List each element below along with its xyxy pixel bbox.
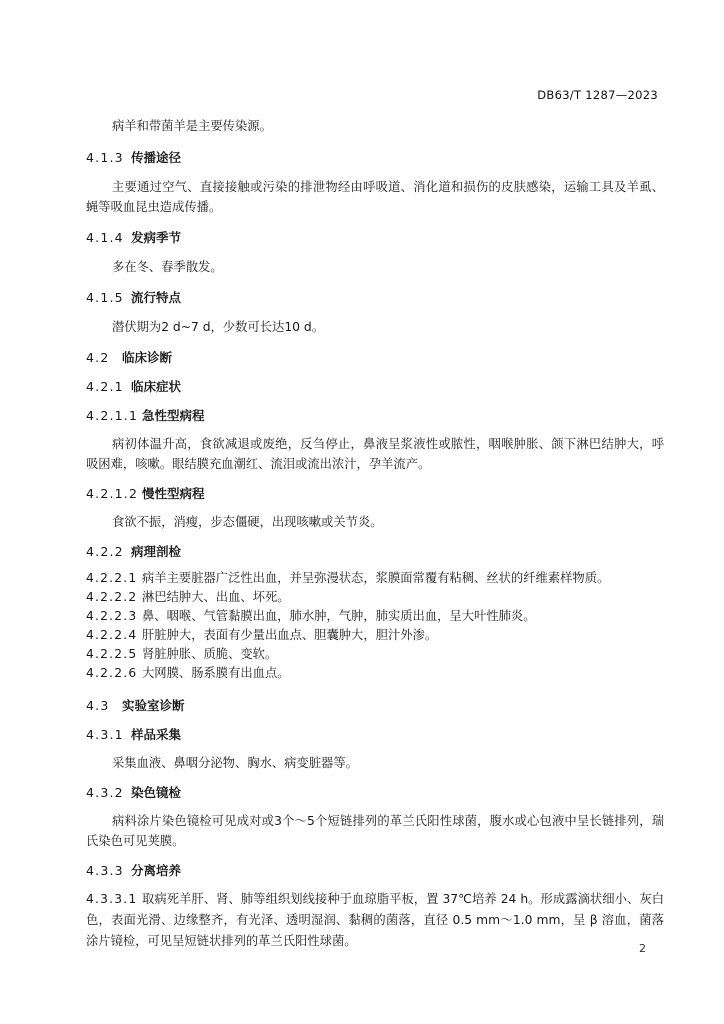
section-title: 急性型病程 xyxy=(142,408,205,423)
item-text: 肝脏肿大，表面有少量出血点、胆囊肿大，胆汁外渗。 xyxy=(142,628,438,642)
item-text: 淋巴结肿大、出血、坏死。 xyxy=(142,590,290,604)
section-number: 4.3.2 xyxy=(86,785,124,800)
heading-4-2-2 xyxy=(86,543,664,561)
item-number: 4.2.2.6 xyxy=(86,666,138,680)
heading-4-1-3 xyxy=(86,149,664,167)
paragraph-transmission: 主要通过空气、直接接触或污染的排泄物经由呼吸道、消化道和损伤的皮肤感染，运输工具及羊虱、蝇等吸血昆虫造成传播。 xyxy=(86,180,664,214)
item-text: 鼻、咽喉、气管黏膜出血，肺水肿，气肿，肺实质出血，呈大叶性肺炎。 xyxy=(142,609,536,623)
list-item xyxy=(86,645,664,664)
section-title: 传播途径 xyxy=(131,150,182,165)
section-number: 4.2.1 xyxy=(86,379,124,394)
heading-4-2-1-2 xyxy=(86,485,664,503)
heading-4-2-1-1 xyxy=(86,407,664,425)
item-text: 取病死羊肝、肾、肺等组织划线接种于血琼脂平板，置 37℃培养 24 h。形成露滴状细小、灰白色，表面光滑、边缘整齐，有光泽、透明湿润、黏稠的菌落，直径 0.5 mm～1.0 mm，呈 β 溶血，菌落涂片镜检，可见呈短链状排列的革兰氏阳性球菌。 xyxy=(86,892,664,948)
section-number: 4.1.5 xyxy=(86,290,124,305)
section-title: 临床症状 xyxy=(131,379,182,394)
section-number: 4.3 xyxy=(86,698,110,713)
item-text: 肾脏肿胀、质脆、变软。 xyxy=(142,647,278,661)
heading-4-3-3 xyxy=(86,862,664,880)
paragraph-acute: 病初体温升高，食欲减退或废绝，反刍停止，鼻液呈浆液性或脓性，咽喉肿胀、颌下淋巴结肿大，呼吸困难，咳嗽。眼结膜充血潮红、流泪或流出浓汁，孕羊流产。 xyxy=(86,437,664,471)
standard-code: DB63/T 1287—2023 xyxy=(537,88,658,102)
item-number: 4.2.2.4 xyxy=(86,628,138,642)
heading-4-2-1 xyxy=(86,378,664,396)
list-item xyxy=(86,607,664,626)
item-number: 4.2.2.3 xyxy=(86,609,138,623)
section-number: 4.3.1 xyxy=(86,727,124,742)
paragraph-infection-source: 病羊和带菌羊是主要传染源。 xyxy=(112,119,272,133)
list-item xyxy=(86,626,664,645)
paragraph-staining: 病料涂片染色镜检可见成对或3个～5个短链排列的革兰氏阳性球菌，腹水或心包液中呈长链排列，瑞氏染色可见荚膜。 xyxy=(86,814,664,848)
section-title: 慢性型病程 xyxy=(142,486,205,501)
section-title: 分离培养 xyxy=(131,863,182,878)
item-text: 病羊主要脏器广泛性出血，并呈弥漫状态，浆膜面常覆有粘稠、丝状的纤维素样物质。 xyxy=(142,571,610,585)
list-item xyxy=(86,588,664,607)
heading-4-3-1 xyxy=(86,726,664,744)
heading-4-1-5 xyxy=(86,289,664,307)
section-number: 4.2 xyxy=(86,350,110,365)
heading-4-3 xyxy=(86,697,664,715)
list-item xyxy=(86,569,664,588)
item-number: 4.2.2.1 xyxy=(86,571,138,585)
item-number: 4.3.3.1 xyxy=(86,892,138,906)
section-number: 4.2.1.1 xyxy=(86,408,139,423)
paragraph-season: 多在冬、春季散发。 xyxy=(112,260,223,274)
section-title: 染色镜检 xyxy=(131,785,182,800)
item-number: 4.2.2.2 xyxy=(86,590,138,604)
section-number: 4.2.2 xyxy=(86,544,124,559)
paragraph-culture xyxy=(86,889,664,952)
section-number: 4.3.3 xyxy=(86,863,124,878)
paragraph-sampling: 采集血液、鼻咽分泌物、胸水、病变脏器等。 xyxy=(112,756,358,770)
section-number: 4.1.3 xyxy=(86,150,124,165)
section-title: 临床诊断 xyxy=(122,350,173,365)
section-title: 病理剖检 xyxy=(131,544,182,559)
item-number: 4.2.2.5 xyxy=(86,647,138,661)
section-title: 流行特点 xyxy=(131,290,182,305)
paragraph-epidemic: 潜伏期为2 d~7 d，少数可长达10 d。 xyxy=(112,320,325,334)
section-title: 实验室诊断 xyxy=(122,698,185,713)
list-item xyxy=(86,664,664,683)
section-number: 4.1.4 xyxy=(86,230,124,245)
heading-4-3-2 xyxy=(86,784,664,802)
section-title: 发病季节 xyxy=(131,230,182,245)
section-number: 4.2.1.2 xyxy=(86,486,139,501)
item-text: 大网膜、肠系膜有出血点。 xyxy=(142,666,290,680)
pathology-list xyxy=(86,569,664,683)
heading-4-1-4 xyxy=(86,229,664,247)
section-title: 样品采集 xyxy=(131,727,182,742)
paragraph-chronic: 食欲不振，消瘦，步态僵硬，出现咳嗽或关节炎。 xyxy=(112,515,383,529)
page-number: 2 xyxy=(639,942,646,955)
heading-4-2 xyxy=(86,349,664,367)
document-body xyxy=(86,116,664,952)
